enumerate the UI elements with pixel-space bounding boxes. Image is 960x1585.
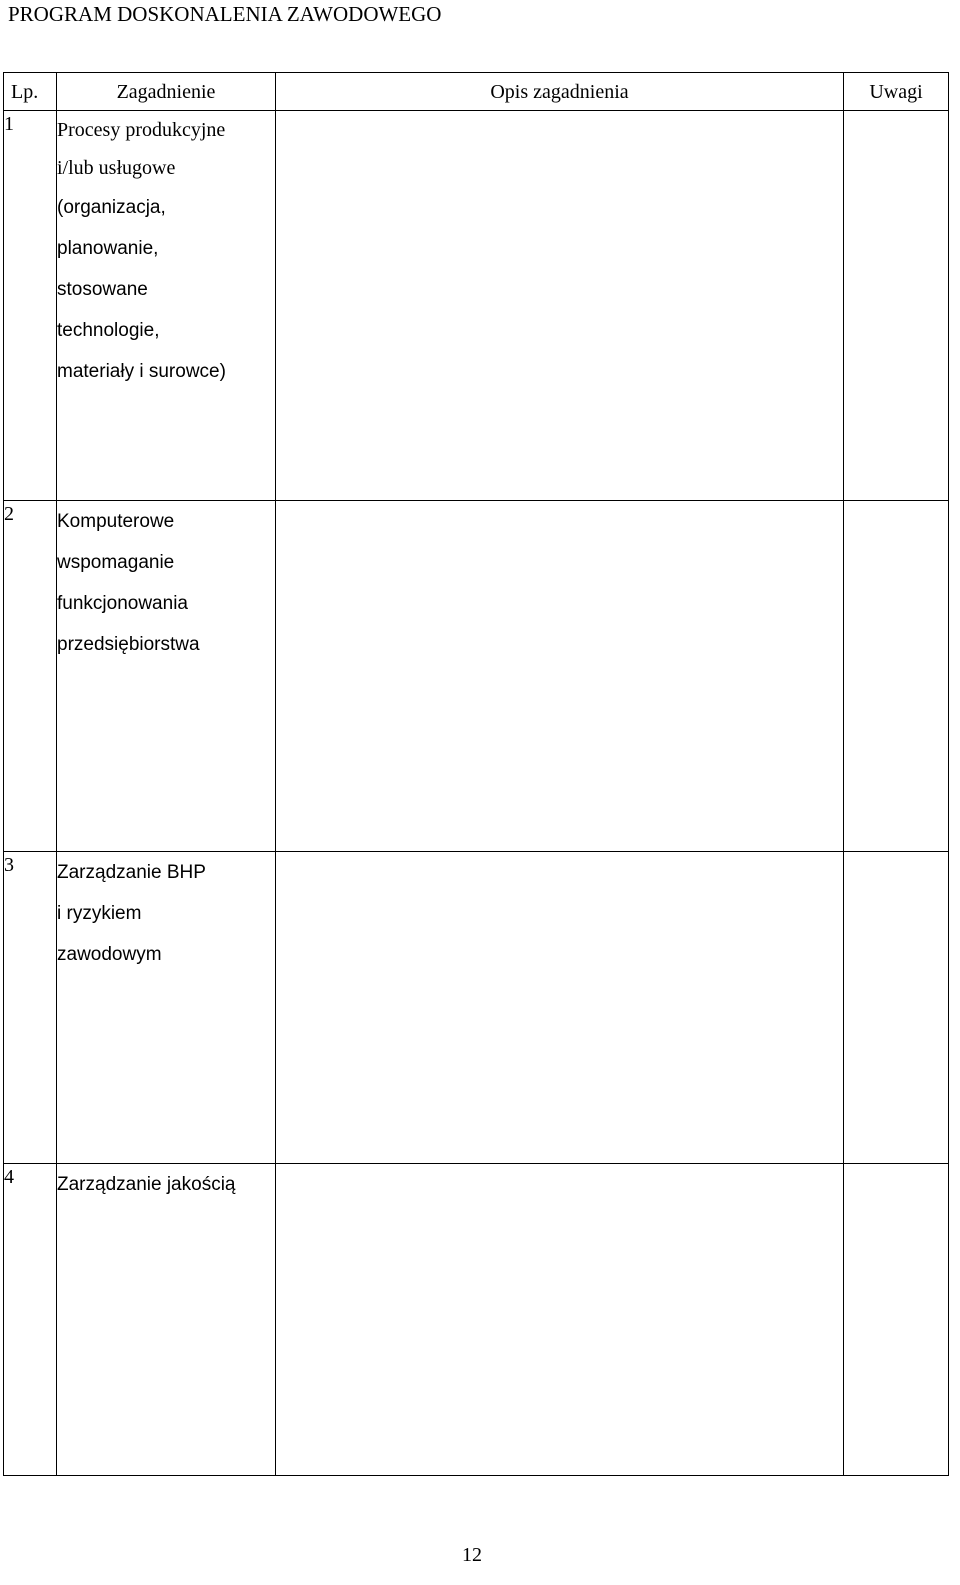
page-number: 12 <box>462 1544 482 1566</box>
topic-line: planowanie, <box>57 238 159 259</box>
topic-line: Zarządzanie BHP <box>57 862 206 883</box>
header-notes: Uwagi <box>844 73 949 111</box>
topic-line: przedsiębiorstwa <box>57 634 200 655</box>
topic-line: i/lub usługowe <box>57 157 176 179</box>
table-row <box>4 501 949 852</box>
row-notes-cell[interactable] <box>844 501 949 852</box>
row-notes-cell[interactable] <box>844 852 949 1164</box>
topic-line: funkcjonowania <box>57 593 188 614</box>
topic-line: Komputerowe <box>57 511 175 532</box>
row-number: 4 <box>4 1164 57 1476</box>
topic-line: wspomaganie <box>57 552 175 573</box>
row-notes-cell[interactable] <box>844 1164 949 1476</box>
topic-line: stosowane <box>57 279 148 300</box>
row-description-cell[interactable] <box>276 852 844 1164</box>
table-row <box>4 852 949 1164</box>
topic-line: i ryzykiem <box>57 903 142 924</box>
row-description-cell[interactable] <box>276 1164 844 1476</box>
row-description-cell[interactable] <box>276 501 844 852</box>
row-number: 3 <box>4 852 57 1164</box>
row-topic <box>57 1164 276 1476</box>
row-topic <box>57 852 276 1164</box>
header-description: Opis zagadnienia <box>276 73 844 111</box>
table-header-row <box>4 73 949 111</box>
topic-line: zawodowym <box>57 944 162 965</box>
row-topic <box>57 501 276 852</box>
topic-line: (organizacja, <box>57 197 166 218</box>
program-table <box>3 72 949 1476</box>
document-title: PROGRAM DOSKONALENIA ZAWODOWEGO <box>8 2 442 26</box>
row-number: 1 <box>4 111 57 501</box>
topic-line: Procesy produkcyjne <box>57 119 226 141</box>
table-row <box>4 1164 949 1476</box>
row-number: 2 <box>4 501 57 852</box>
header-lp: Lp. <box>4 73 57 111</box>
topic-line: Zarządzanie jakością <box>57 1174 236 1195</box>
table-row <box>4 111 949 501</box>
header-topic: Zagadnienie <box>57 73 276 111</box>
row-topic <box>57 111 276 501</box>
row-description-cell[interactable] <box>276 111 844 501</box>
topic-line: materiały i surowce) <box>57 361 226 382</box>
topic-line: technologie, <box>57 320 160 341</box>
row-notes-cell[interactable] <box>844 111 949 501</box>
